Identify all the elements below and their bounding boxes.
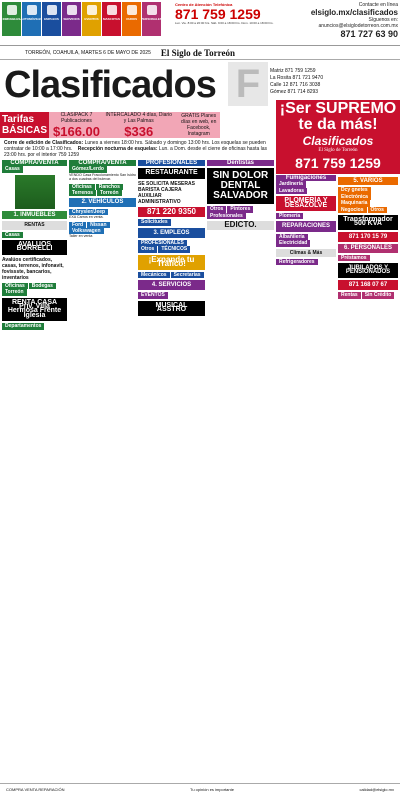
category-icon: [127, 5, 137, 15]
col-head: COMPRA/VENTA: [2, 160, 67, 166]
subhead: Otros: [138, 246, 157, 252]
section-letter: F: [228, 62, 268, 106]
subhead: Dcy gnetes: [338, 187, 371, 193]
center-label: Centro de Atención Telefónica: [175, 2, 233, 7]
dental-ad: SIN DOLOR DENTAL SALVADOR: [207, 168, 274, 204]
category-icon: [87, 5, 97, 15]
musical-ad: MUSICAL ASSTRO: [138, 301, 205, 316]
recepcion-title: Recepción nocturna de esquelas:: [77, 146, 158, 152]
web-block: [282, 2, 398, 44]
category-label: PERSONALES: [141, 17, 162, 21]
avaluos-ad: AVALUOS BORRELLI: [2, 240, 67, 255]
price-label: CLASIPACK 7 Publicaciones: [60, 111, 93, 124]
footer-mid: Tu opinión es importante: [190, 787, 234, 792]
category-icon: [67, 5, 77, 15]
column-servicios: [276, 175, 336, 795]
phone-number[interactable]: 871 759 1259: [175, 6, 261, 22]
subhead: Otros: [368, 207, 387, 213]
contact-label: Contacte en línea: [358, 2, 398, 8]
category-nav: [2, 2, 161, 36]
section-header: 3. EMPLEOS: [138, 228, 205, 238]
subhead: Departamentos: [2, 323, 44, 329]
whatsapp-number[interactable]: 871 727 63 90: [340, 29, 398, 39]
subhead: Sin Crédito: [362, 292, 395, 298]
footer-left: COMPRA VENTA REPARACIÓN: [6, 787, 65, 792]
renta-ad: RENTA CASA Priv. Villa Hermosa Frente Iglesia: [2, 298, 67, 322]
subhead: Préstamos: [338, 255, 370, 261]
correo-title: Corre de edición de Clasificados:: [4, 140, 84, 146]
promo-brand: Clasificados: [302, 134, 374, 148]
hours-text: Lun. Vie. 8:00 a 20:00 hrs. Sáb. 9:00 a 18:00 hrs. Dom. 10:00 a 18:00 hrs.: [175, 21, 274, 25]
promo-banner: [276, 100, 400, 134]
subhead: Torreón: [2, 289, 27, 295]
subhead: Albañilería: [276, 234, 308, 240]
category-empleos[interactable]: [42, 2, 61, 36]
tarifas-title: Tarifas BÁSICAS: [2, 114, 48, 136]
subhead: Solicitudes: [138, 219, 171, 225]
category-icon: [147, 5, 157, 15]
traffic-ad: ¡Expande tu Tráfico!: [138, 255, 205, 270]
subhead: EVENTOS: [138, 292, 168, 298]
col-head: PROFESIONALES: [138, 160, 205, 166]
subhead: PROFESIONALES: [138, 240, 187, 246]
price-value: $336: [124, 123, 154, 139]
jubilados-ad: JUBILADOS Y PENSIONADOS: [338, 263, 398, 278]
col-head: Dentistas: [207, 160, 274, 166]
subhead: Negocios: [338, 207, 367, 213]
section-header: 1. INMUEBLES: [2, 211, 67, 219]
section-header: 4. SERVICIOS: [138, 280, 205, 290]
website-link[interactable]: elsiglo.mx/clasificados: [310, 8, 398, 17]
category-icon: [107, 5, 117, 15]
category-label: MASCOTAS: [103, 17, 120, 21]
subhead: Maquinaria: [338, 200, 370, 206]
category-inmuebles[interactable]: [2, 2, 21, 36]
col-head: Fumigaciones: [276, 175, 336, 181]
edicto-heading: EDICTO.: [207, 221, 274, 229]
subhead: Bodegas: [29, 283, 56, 289]
avaluos-text: Avalúos certificados, casas, terrenos, infonavit, fovissste, bancarios, inventarios: [2, 256, 64, 281]
section-header: 6. PERSONALES: [338, 244, 398, 252]
category-label: SERVICIOS: [63, 17, 80, 21]
category-label: EMPLEOS: [44, 17, 59, 21]
subhead: Casas: [2, 232, 23, 238]
column-inmuebles: [2, 160, 67, 780]
subhead: Ford: [69, 222, 86, 228]
promo-phone[interactable]: 871 759 1259: [295, 155, 381, 171]
restaurant-phone[interactable]: 871 220 9350: [138, 207, 205, 217]
category-label: EVENTOS: [84, 17, 99, 21]
column-dentistas: [207, 160, 274, 780]
category-label: AUTOMÓVILES: [20, 17, 43, 21]
column-vehiculos: [69, 160, 136, 780]
price-label: INTERCALADO 4 días, Diario y Las Palmas: [105, 111, 172, 124]
category-label: VARIOS: [125, 17, 138, 21]
subhead: Lavadoras: [276, 188, 307, 194]
subhead: Gómez/Lerdo: [69, 166, 107, 172]
recepcion-text: Lun. a Dom. desde el cierre de oficinas hasta las 23:00 hrs. por el interior 759 1259: [4, 146, 268, 158]
subhead: Refrigeradores: [276, 259, 318, 265]
price-box: [104, 112, 173, 139]
subhead: Nissan: [87, 222, 109, 228]
promo-paper: El Siglo de Torreón: [318, 148, 358, 153]
category-servicios[interactable]: [62, 2, 81, 36]
subhead: Torreón: [97, 190, 122, 196]
section-header: RENTAS: [2, 221, 67, 229]
listing-text: VENDO Casa Fraccionamiento San Isidro a dos cuadras del bulevar.: [69, 172, 136, 182]
subhead: Electrónica: [338, 194, 371, 200]
clima-ad: Climas & Más: [276, 249, 336, 257]
clasificados-promo: [276, 134, 400, 174]
city-phones: [270, 68, 398, 96]
category-varios[interactable]: [122, 2, 141, 36]
price-label: GRATIS Planes días en web, en Facebook, Instagram: [181, 113, 217, 137]
city-item: Gómez 871 714 8293: [270, 89, 319, 95]
subhead: Oficinas: [69, 184, 95, 190]
category-automóviles[interactable]: [22, 2, 41, 36]
subhead: Plomería: [276, 213, 303, 219]
subhead: Pintores: [227, 206, 253, 212]
subhead: TÉCNICOS: [158, 246, 190, 252]
subhead: Volkswagen: [69, 228, 104, 234]
correo-text: Lunes a viernes 18:00 hrs. Sábado y domingo 13:00 hrs. Los esquelas se pueden contratar de 10:00 a 17:00 hrs.: [4, 140, 266, 152]
subhead: Casas: [2, 166, 23, 172]
phone-block: [175, 2, 280, 42]
social-email[interactable]: anuncios@elsiglodetorreon.com.mx: [318, 23, 398, 29]
column-empleos: [138, 160, 205, 780]
follow-label: Síguenos en:: [368, 17, 398, 23]
price-value: $166.00: [53, 123, 100, 139]
price-box: [177, 113, 220, 137]
subhead: Mecánicos: [138, 272, 170, 278]
transformer-phone[interactable]: 871 170 15 79: [338, 232, 398, 242]
subhead: Otros: [207, 206, 226, 212]
category-icon: [47, 5, 57, 15]
footer: [0, 783, 400, 795]
city-item: Matriz 871 759 1259: [270, 68, 316, 74]
page-title: Clasificados: [4, 64, 216, 106]
subhead: Electricidad: [276, 240, 310, 246]
category-mascotas[interactable]: [102, 2, 121, 36]
section-header: 2. VEHÍCULOS: [69, 198, 136, 206]
price-box: [53, 112, 100, 139]
city-item: Calle 12 871 716 3038: [270, 82, 321, 88]
subhead: Oficinas: [2, 283, 28, 289]
transformer-ad: Transformador 500 KVA: [338, 215, 398, 230]
paper-name: El Siglo de Torreón: [160, 47, 235, 58]
category-icon: [27, 5, 37, 15]
house-icon: [15, 175, 55, 209]
subhead: Profesionales: [207, 213, 246, 219]
subhead: Rentas: [338, 292, 361, 298]
footer-email[interactable]: calidad@elsiglo.mx: [359, 787, 394, 792]
column-varios: [338, 175, 398, 785]
subhead: Chrysler/Jeep: [69, 209, 108, 215]
correo-info: [0, 140, 275, 160]
listing-text: Taller en venta: [69, 234, 93, 239]
promo-line2: te da más!: [298, 116, 378, 133]
tarifas-banner: [0, 112, 220, 138]
subhead: Jardinería: [276, 181, 306, 187]
category-personales[interactable]: [142, 2, 161, 36]
dateline: [0, 46, 400, 60]
city-item: La Rosita 871 721 9470: [270, 75, 324, 81]
jubilados-phone[interactable]: 871 168 07 67: [338, 280, 398, 290]
date-text: TORREÓN, COAHUILA, MARTES 6 DE MAYO DE 2025: [25, 49, 151, 56]
category-eventos[interactable]: [82, 2, 101, 36]
top-bar: [0, 0, 400, 46]
category-label: INMUEBLES: [2, 17, 21, 21]
restaurante-ad: RESTAURANTE: [138, 168, 205, 178]
section-header: REPARACIONES: [276, 221, 336, 231]
subhead: Terrenos: [69, 190, 96, 196]
plomeria-ad: PLOMERÍA Y DESAZOLVE: [276, 196, 336, 211]
restaurant-text: SE SOLICITA MESERAS BARISTA CAJERA AUXILIAR ADMINISTRATIVO: [138, 180, 195, 205]
col-head: COMPRA/VENTA: [69, 160, 136, 166]
section-header: 5. VARIOS: [338, 177, 398, 185]
subhead: Ranchos: [96, 184, 123, 190]
category-icon: [7, 5, 17, 15]
promo-line1: ¡Ser SUPREMO: [279, 100, 397, 117]
listing-text: EXA Carros en venta.: [69, 215, 104, 220]
subhead: Secretarias: [171, 272, 204, 278]
